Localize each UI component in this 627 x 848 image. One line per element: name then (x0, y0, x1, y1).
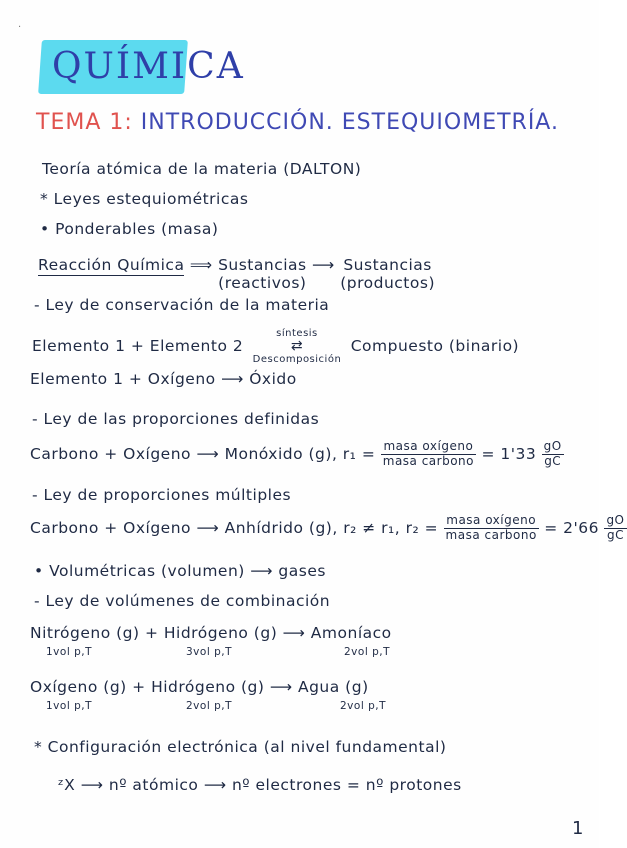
ratio-value: = 1'33 (481, 444, 537, 463)
ratio-value: = 2'66 (544, 518, 599, 537)
products-label: (productos) (340, 274, 435, 292)
volumetric-line: • Volumétricas (volumen) ⟶ gases (34, 562, 326, 580)
unit-denominator: gC (544, 453, 562, 468)
unit-numerator: gO (606, 513, 625, 527)
unit-numerator: gO (543, 439, 562, 453)
monoxide-text: Carbono + Oxígeno ⟶ Monóxido (g), r₁ = (30, 444, 376, 463)
compound-text: Compuesto (binario) (350, 337, 520, 356)
fraction-numerator: masa oxígeno (444, 514, 539, 529)
water-vol-3: 2vol p,T (340, 700, 386, 712)
fraction-numerator: masa oxígeno (381, 440, 476, 455)
equilibrium-arrows: ⇄ (290, 338, 304, 354)
reactants-label: (reactivos) (218, 274, 307, 292)
arrow: ⟶ (312, 256, 335, 274)
ammonia-vol-3: 2vol p,T (344, 646, 390, 658)
fraction-denominator: masa carbono (382, 453, 475, 468)
decomposition-label: Descomposición (252, 354, 342, 366)
fraction-denominator: masa carbono (445, 527, 537, 542)
synthesis-label: síntesis (276, 328, 318, 339)
note-line-2: * Leyes estequiométricas (40, 190, 249, 208)
substances-right: Sustancias (343, 256, 432, 274)
note-line-3: • Ponderables (masa) (40, 220, 219, 238)
topic-heading (36, 110, 559, 135)
config-line: * Configuración electrónica (al nivel fundamental) (34, 738, 447, 756)
ink-mark: · (18, 22, 22, 33)
ratio-fraction-1 (381, 440, 476, 469)
ammonia-vol-2: 3vol p,T (186, 646, 232, 658)
law-multiple: - Ley de proporciones múltiples (32, 486, 292, 504)
synthesis-line (32, 328, 519, 365)
topic-prefix: TEMA 1: (36, 110, 133, 135)
law-definite: - Ley de las proporciones definidas (32, 410, 320, 428)
water-vol-1: 1vol p,T (46, 700, 92, 712)
law-volumes: - Ley de volúmenes de combinación (34, 592, 331, 610)
substances-left: Sustancias (218, 256, 307, 274)
ratio-fraction-2 (444, 514, 539, 543)
water-line: Oxígeno (g) + Hidrógeno (g) ⟶ Agua (g) (30, 678, 369, 696)
page-title: QUÍMICA (52, 46, 245, 87)
oxide-line: Elemento 1 + Oxígeno ⟶ Óxido (30, 370, 297, 388)
reaction-line (38, 256, 435, 292)
double-arrow: ⟹ (189, 256, 213, 274)
anhydride-line (30, 514, 627, 543)
unit-fraction-2 (604, 514, 626, 543)
unit-denominator: gC (606, 527, 624, 542)
atomic-number-line: ᶻX ⟶ nº atómico ⟶ nº electrones = nº protones (58, 776, 462, 794)
unit-fraction-1 (542, 440, 564, 469)
water-vol-2: 2vol p,T (186, 700, 232, 712)
anhydride-text: Carbono + Oxígeno ⟶ Anhídrido (g), r₂ ≠ r₁, r₂ = (30, 518, 439, 537)
ammonia-vol-1: 1vol p,T (46, 646, 92, 658)
note-line-1: Teoría atómica de la materia (DALTON) (42, 160, 362, 178)
elements-text: Elemento 1 + Elemento 2 (32, 337, 244, 356)
reaction-label: Reacción Química (38, 256, 185, 274)
monoxide-line (30, 440, 564, 469)
law-conservation: - Ley de conservación de la materia (34, 296, 330, 314)
page-number: 1 (572, 818, 584, 839)
topic-title: INTRODUCCIÓN. ESTEQUIOMETRÍA. (140, 110, 559, 135)
ammonia-line: Nitrógeno (g) + Hidrógeno (g) ⟶ Amoníaco (30, 624, 392, 642)
